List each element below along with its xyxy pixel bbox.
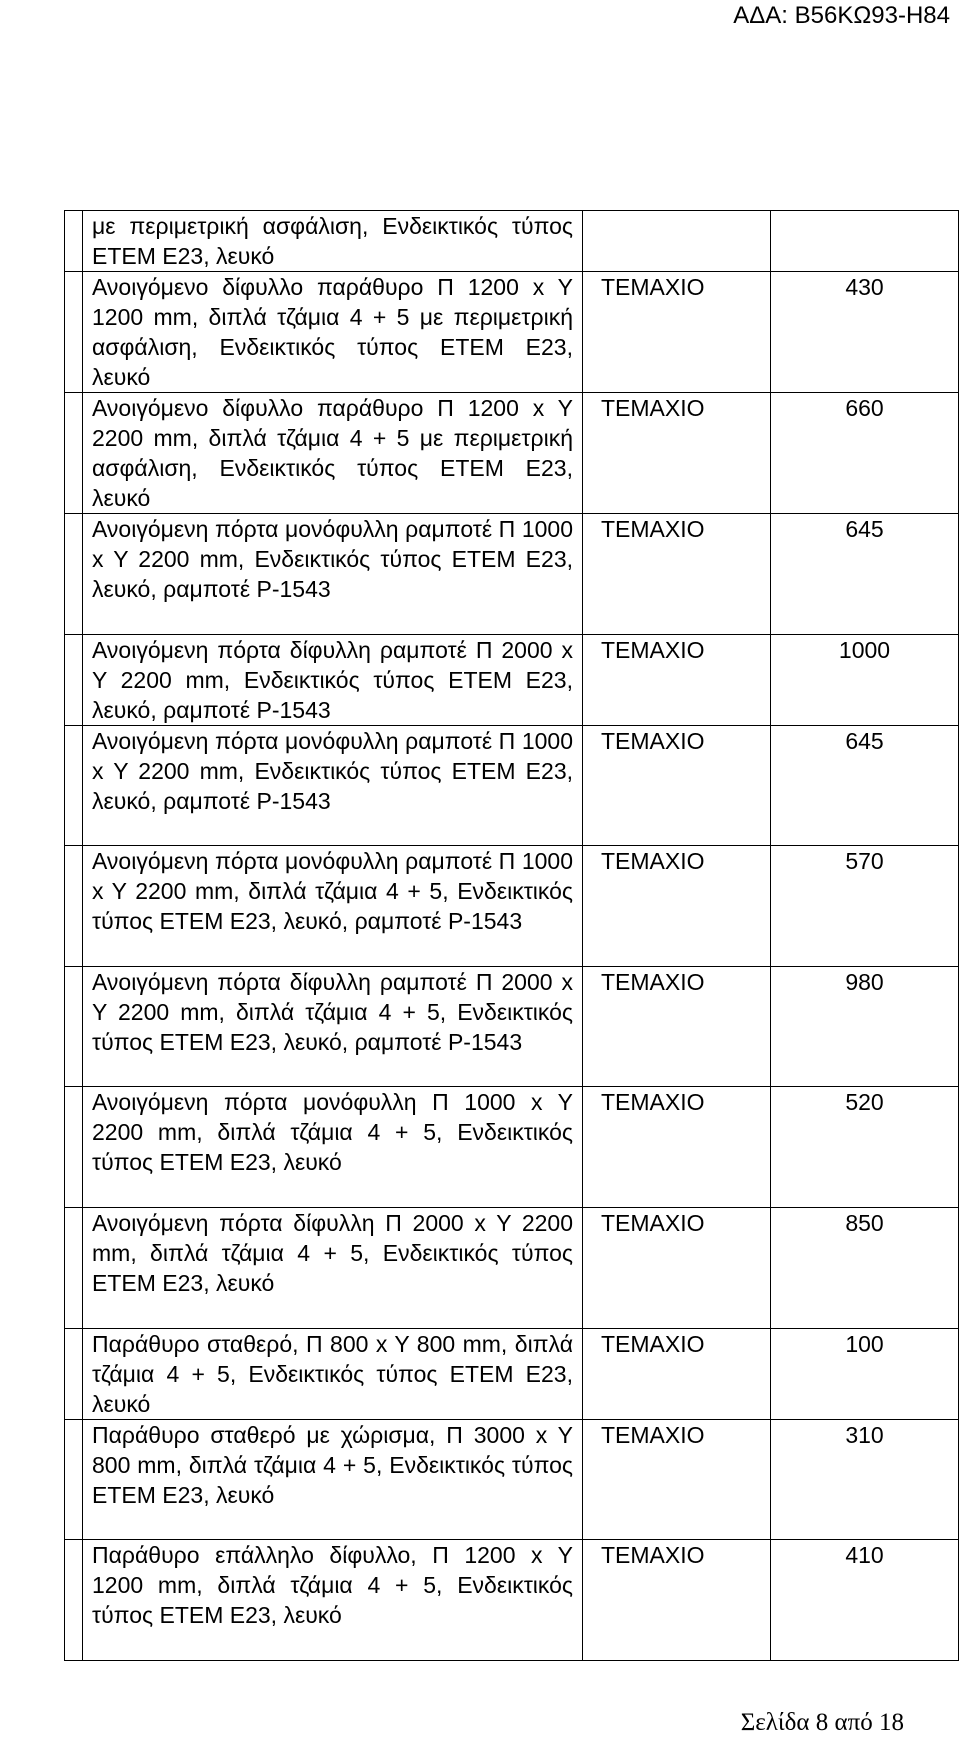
table-row	[65, 1329, 959, 1420]
row-margin-cell	[65, 211, 83, 272]
table-row	[65, 514, 959, 635]
item-description: Ανοιγόμενο δίφυλλο παράθυρο Π 1200 x Y 1200 mm, διπλά τζάμια 4 + 5 με περιμετρική ασφάλιση, Ενδεικτικός τύπος ΕΤΕΜ Ε23, λευκό	[83, 272, 583, 393]
table-row	[65, 726, 959, 846]
row-margin-cell	[65, 846, 83, 967]
item-quantity: 980	[771, 967, 959, 1087]
item-description: Ανοιγόμενη πόρτα μονόφυλλη ραμποτέ Π 1000 x Y 2200 mm, Ενδεικτικός τύπος ΕΤΕΜ Ε23, λευκό, ραμποτέ Ρ-1543	[83, 726, 583, 846]
table-row	[65, 1208, 959, 1329]
item-quantity: 645	[771, 726, 959, 846]
row-margin-cell	[65, 1420, 83, 1540]
item-unit	[583, 211, 771, 272]
row-margin-cell	[65, 726, 83, 846]
item-description: με περιμετρική ασφάλιση, Ενδεικτικός τύπος ΕΤΕΜ Ε23, λευκό	[83, 211, 583, 272]
ada-reference: ΑΔΑ: Β56ΚΩ93-Η84	[733, 2, 950, 29]
table-row	[65, 967, 959, 1087]
item-quantity: 520	[771, 1087, 959, 1208]
item-unit: ΤΕΜΑΧΙΟ	[583, 272, 771, 393]
item-quantity: 660	[771, 393, 959, 514]
table-row	[65, 393, 959, 514]
item-description: Ανοιγόμενη πόρτα δίφυλλη ραμποτέ Π 2000 x Y 2200 mm, διπλά τζάμια 4 + 5, Ενδεικτικός τύπος ΕΤΕΜ Ε23, λευκό, ραμποτέ Ρ-1543	[83, 967, 583, 1087]
item-unit: ΤΕΜΑΧΙΟ	[583, 726, 771, 846]
item-description: Ανοιγόμενη πόρτα δίφυλλη ραμποτέ Π 2000 x Y 2200 mm, Ενδεικτικός τύπος ΕΤΕΜ Ε23, λευκό, ραμποτέ Ρ-1543	[83, 635, 583, 726]
table-row	[65, 1540, 959, 1661]
item-quantity: 645	[771, 514, 959, 635]
table-row	[65, 211, 959, 272]
item-description: Ανοιγόμενη πόρτα μονόφυλλη ραμποτέ Π 1000 x Y 2200 mm, Ενδεικτικός τύπος ΕΤΕΜ Ε23, λευκό, ραμποτέ Ρ-1543	[83, 514, 583, 635]
item-quantity: 430	[771, 272, 959, 393]
table-row	[65, 1087, 959, 1208]
item-quantity: 100	[771, 1329, 959, 1420]
item-unit: ΤΕΜΑΧΙΟ	[583, 1208, 771, 1329]
item-unit: ΤΕΜΑΧΙΟ	[583, 514, 771, 635]
item-quantity: 410	[771, 1540, 959, 1661]
row-margin-cell	[65, 514, 83, 635]
row-margin-cell	[65, 1329, 83, 1420]
item-unit: ΤΕΜΑΧΙΟ	[583, 1420, 771, 1540]
item-description: Ανοιγόμενη πόρτα μονόφυλλη Π 1000 x Y 2200 mm, διπλά τζάμια 4 + 5, Ενδεικτικός τύπος ΕΤΕΜ Ε23, λευκό	[83, 1087, 583, 1208]
table-row	[65, 1420, 959, 1540]
item-quantity: 570	[771, 846, 959, 967]
item-unit: ΤΕΜΑΧΙΟ	[583, 1540, 771, 1661]
item-description: Παράθυρο σταθερό με χώρισμα, Π 3000 x Y 800 mm, διπλά τζάμια 4 + 5, Ενδεικτικός τύπος ΕΤΕΜ Ε23, λευκό	[83, 1420, 583, 1540]
row-margin-cell	[65, 1540, 83, 1661]
items-table	[64, 210, 959, 1661]
row-margin-cell	[65, 393, 83, 514]
row-margin-cell	[65, 635, 83, 726]
table-row	[65, 846, 959, 967]
item-quantity: 310	[771, 1420, 959, 1540]
item-description: Ανοιγόμενη πόρτα μονόφυλλη ραμποτέ Π 1000 x Y 2200 mm, διπλά τζάμια 4 + 5, Ενδεικτικός τύπος ΕΤΕΜ Ε23, λευκό, ραμποτέ Ρ-1543	[83, 846, 583, 967]
row-margin-cell	[65, 1208, 83, 1329]
row-margin-cell	[65, 1087, 83, 1208]
item-description: Παράθυρο σταθερό, Π 800 x Y 800 mm, διπλά τζάμια 4 + 5, Ενδεικτικός τύπος ΕΤΕΜ Ε23, λευκό	[83, 1329, 583, 1420]
item-quantity: 1000	[771, 635, 959, 726]
item-unit: ΤΕΜΑΧΙΟ	[583, 846, 771, 967]
item-unit: ΤΕΜΑΧΙΟ	[583, 1087, 771, 1208]
item-unit: ΤΕΜΑΧΙΟ	[583, 967, 771, 1087]
row-margin-cell	[65, 967, 83, 1087]
item-quantity	[771, 211, 959, 272]
table-row	[65, 272, 959, 393]
table-row	[65, 635, 959, 726]
item-description: Παράθυρο επάλληλο δίφυλλο, Π 1200 x Y 1200 mm, διπλά τζάμια 4 + 5, Ενδεικτικός τύπος ΕΤΕΜ Ε23, λευκό	[83, 1540, 583, 1661]
item-unit: ΤΕΜΑΧΙΟ	[583, 1329, 771, 1420]
item-unit: ΤΕΜΑΧΙΟ	[583, 393, 771, 514]
page-number: Σελίδα 8 από 18	[740, 1709, 904, 1736]
item-description: Ανοιγόμενο δίφυλλο παράθυρο Π 1200 x Y 2200 mm, διπλά τζάμια 4 + 5 με περιμετρική ασφάλιση, Ενδεικτικός τύπος ΕΤΕΜ Ε23, λευκό	[83, 393, 583, 514]
item-description: Ανοιγόμενη πόρτα δίφυλλη Π 2000 x Y 2200 mm, διπλά τζάμια 4 + 5, Ενδεικτικός τύπος ΕΤΕΜ Ε23, λευκό	[83, 1208, 583, 1329]
item-unit: ΤΕΜΑΧΙΟ	[583, 635, 771, 726]
row-margin-cell	[65, 272, 83, 393]
item-quantity: 850	[771, 1208, 959, 1329]
